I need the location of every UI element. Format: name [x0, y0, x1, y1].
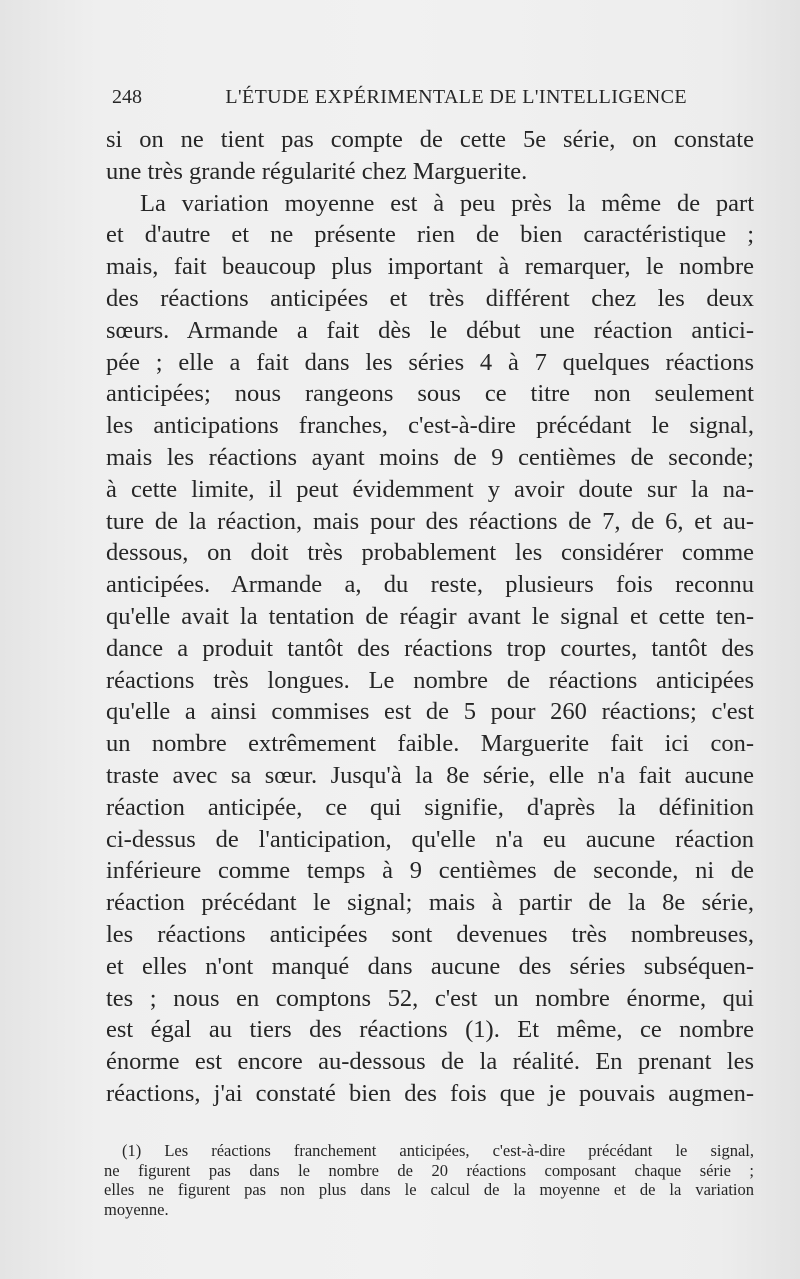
text-line: réactions, j'ai constaté bien des fois que je pouvais augmen- — [106, 1079, 754, 1107]
text-line: et elles n'ont manqué dans aucune des séries subséquen- — [106, 952, 754, 980]
text-line: est égal au tiers des réactions (1). Et même, ce nombre — [106, 1016, 754, 1044]
text-line: tes ; nous en comptons 52, c'est un nombre énorme, qui — [106, 984, 754, 1012]
text-line: dance a produit tantôt des réactions trop courtes, tantôt des — [106, 634, 754, 662]
text-line: qu'elle a ainsi commises est de 5 pour 260 réactions; c'est — [106, 698, 754, 726]
text-line: qu'elle avait la tentation de réagir avant le signal et cette ten- — [106, 602, 754, 630]
text-line: traste avec sa sœur. Jusqu'à la 8e série, elle n'a fait aucune — [106, 761, 754, 789]
text-line: à cette limite, il peut évidemment y avoir doute sur la na- — [106, 475, 754, 503]
text-line: réaction anticipée, ce qui signifie, d'après la définition — [106, 793, 754, 821]
text-line: une très grande régularité chez Marguerite. — [106, 157, 528, 185]
text-line: et d'autre et ne présente rien de bien caractéristique ; — [106, 221, 754, 249]
body-text — [106, 124, 754, 1110]
text-line: réactions très longues. Le nombre de réactions anticipées — [106, 666, 754, 694]
text-line: les anticipations franches, c'est-à-dire précédant le signal, — [106, 412, 754, 440]
text-line: mais les réactions ayant moins de 9 centièmes de seconde; — [106, 443, 754, 471]
footnote-line: (1) Les réactions franchement anticipées, c'est-à-dire précédant le signal, — [122, 1141, 754, 1160]
footnote-line: ne figurent pas dans le nombre de 20 réactions composant chaque série ; — [104, 1160, 754, 1180]
text-line: ci-dessus de l'anticipation, qu'elle n'a eu aucune réaction — [106, 825, 754, 853]
text-line: anticipées. Armande a, du reste, plusieurs fois reconnu — [106, 571, 754, 599]
text-line: réaction précédant le signal; mais à partir de la 8e série, — [106, 889, 754, 917]
page-number: 248 — [112, 86, 142, 108]
text-line: un nombre extrêmement faible. Marguerite fait ici con- — [106, 730, 754, 758]
text-line: pée ; elle a fait dans les séries 4 à 7 quelques réactions — [106, 348, 754, 376]
text-line: énorme est encore au-dessous de la réalité. En prenant les — [106, 1048, 754, 1076]
footnote-line: elles ne figurent pas non plus dans le calcul de la moyenne et de la variation — [104, 1180, 754, 1199]
text-line: mais, fait beaucoup plus important à remarquer, le nombre — [106, 253, 754, 281]
text-line: sœurs. Armande a fait dès le début une réaction antici- — [106, 316, 754, 344]
text-line: anticipées; nous rangeons sous ce titre non seulement — [106, 380, 754, 408]
text-line: les réactions anticipées sont devenues très nombreuses, — [106, 920, 754, 948]
text-line: si on ne tient pas compte de cette 5e série, on constate — [106, 126, 754, 153]
text-line: La variation moyenne est à peu près la même de part — [140, 189, 754, 217]
footnote-line: moyenne. — [104, 1199, 169, 1219]
running-header — [112, 86, 687, 109]
text-line: des réactions anticipées et très différent chez les deux — [106, 284, 754, 312]
text-line: ture de la réaction, mais pour des réactions de 7, de 6, et au- — [106, 507, 754, 535]
text-line: dessous, on doit très probablement les considérer comme — [106, 539, 754, 567]
footnote — [104, 1141, 754, 1219]
running-title: L'ÉTUDE EXPÉRIMENTALE DE L'INTELLIGENCE — [225, 86, 687, 108]
text-line: inférieure comme temps à 9 centièmes de seconde, ni de — [106, 857, 754, 885]
